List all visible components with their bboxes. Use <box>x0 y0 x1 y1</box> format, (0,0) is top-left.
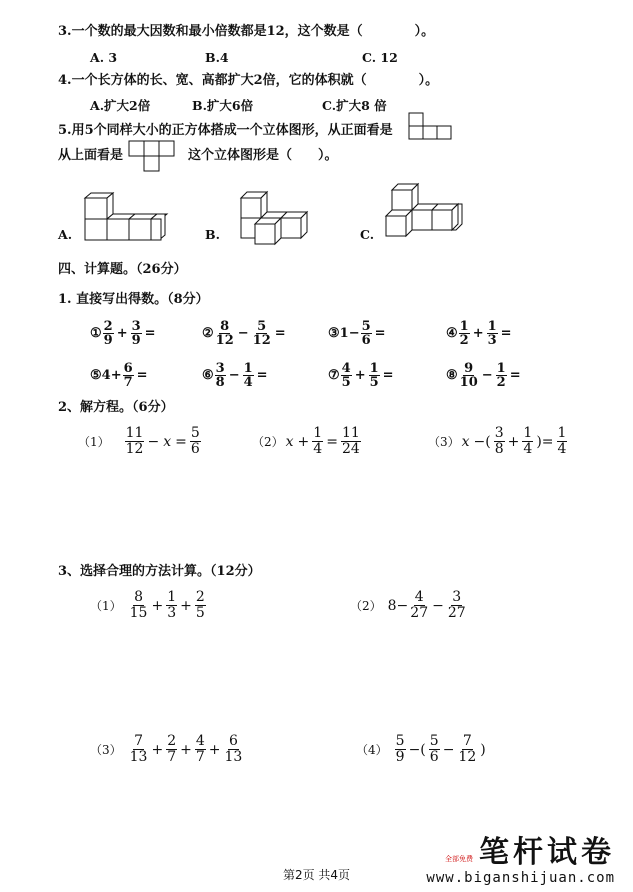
q3-option-a: A. 3 <box>90 50 118 65</box>
denominator: 6 <box>429 749 439 765</box>
denominator: 8 <box>494 441 504 457</box>
item-label: （3） <box>90 743 122 757</box>
operator: − <box>442 741 455 758</box>
denominator: 9 <box>103 333 113 348</box>
operator: + <box>116 326 128 341</box>
item-label: （2） <box>252 435 284 449</box>
equals: = <box>175 433 187 450</box>
calc-item-4 <box>446 320 514 347</box>
numerator: 8 <box>220 319 230 334</box>
denominator: 5 <box>341 375 351 390</box>
denominator: 6 <box>361 333 371 348</box>
numerator: 2 <box>103 319 113 334</box>
equation-1 <box>78 426 202 457</box>
operator: + <box>151 741 164 758</box>
denominator: 7 <box>123 375 133 390</box>
numerator: 4 <box>414 589 424 605</box>
equals: = <box>500 326 512 341</box>
numerator: 3 <box>452 589 462 605</box>
fraction <box>166 590 177 621</box>
q5-option-b-figure <box>238 190 318 250</box>
numerator: 4 <box>341 361 351 376</box>
item-label: ⑥ <box>202 368 214 383</box>
question-5: 5.用5个同样大小的正方体搭成一个立体图形，从正面看是 <box>58 123 393 138</box>
variable-x: x <box>461 433 470 450</box>
operator: + <box>297 433 310 450</box>
denominator: 15 <box>129 605 148 621</box>
watermark-badge: 全部免费 <box>445 855 473 863</box>
fraction <box>487 320 498 347</box>
denominator: 4 <box>243 375 253 390</box>
denominator: 7 <box>167 749 177 765</box>
fraction <box>103 320 114 347</box>
denominator: 2 <box>496 375 506 390</box>
calc3-expression-1 <box>90 590 207 621</box>
fraction <box>224 734 244 765</box>
numerator: 9 <box>464 361 474 376</box>
operator: −( <box>473 433 491 450</box>
operator: + <box>180 741 192 758</box>
section-4-title: 四、计算题。（26分） <box>58 262 187 277</box>
numerator: 7 <box>134 733 144 749</box>
denominator: 10 <box>459 375 478 390</box>
operator: + <box>180 597 192 614</box>
numerator: 1 <box>496 361 506 376</box>
part-1-title: 1. 直接写出得数。（8分） <box>58 292 209 307</box>
page-footer: 第2页 共4页 <box>282 868 351 882</box>
fraction <box>252 320 272 347</box>
fraction <box>129 734 149 765</box>
q5-option-a: A. <box>58 227 73 242</box>
denominator: 13 <box>224 749 243 765</box>
numerator: 7 <box>462 733 472 749</box>
numerator: 11 <box>341 425 360 441</box>
question-3: 3.一个数的最大因数和最小倍数都是12，这个数是（ ）。 <box>58 24 435 39</box>
calc-item-8 <box>446 362 523 389</box>
denominator: 12 <box>215 333 234 348</box>
fraction <box>496 362 507 389</box>
denominator: 4 <box>313 441 323 457</box>
q5-option-a-figure <box>75 192 170 244</box>
equals: = <box>136 368 148 383</box>
numerator: 1 <box>487 319 497 334</box>
numerator: 8 <box>134 589 144 605</box>
fraction <box>494 426 505 457</box>
fraction <box>369 362 380 389</box>
fraction <box>361 320 372 347</box>
item-label: （2） <box>350 599 382 613</box>
q5-option-c-figure <box>382 182 472 248</box>
numerator: 2 <box>195 589 205 605</box>
denominator: 24 <box>341 441 360 457</box>
prefix: 1− <box>339 326 360 341</box>
numerator: 3 <box>494 425 504 441</box>
operator: − <box>432 597 444 614</box>
denominator: 4 <box>523 441 533 457</box>
fraction <box>459 320 470 347</box>
fraction <box>341 362 352 389</box>
calc-item-6 <box>202 362 270 389</box>
denominator: 8 <box>215 375 225 390</box>
fraction <box>459 362 479 389</box>
equals: = <box>382 368 394 383</box>
fraction <box>215 320 235 347</box>
denominator: 12 <box>458 749 477 765</box>
calc3-expression-4 <box>356 734 488 765</box>
q5-option-c: C. <box>360 227 375 242</box>
item-label: ④ <box>446 326 458 341</box>
fraction <box>522 426 533 457</box>
watermark <box>426 836 615 886</box>
watermark-title: 笔杆试卷 <box>479 835 615 870</box>
fraction <box>215 362 226 389</box>
q3-option-b: B.4 <box>205 50 229 65</box>
fraction <box>409 590 429 621</box>
fraction <box>341 426 361 457</box>
denominator: 6 <box>190 441 200 457</box>
numerator: 1 <box>167 589 177 605</box>
numerator: 6 <box>228 733 238 749</box>
equals: = <box>509 368 521 383</box>
q4-option-c: C.扩大8 倍 <box>322 98 387 113</box>
numerator: 5 <box>190 425 200 441</box>
equation-3 <box>428 426 568 457</box>
numerator: 1 <box>459 319 469 334</box>
q3-option-c: C. 12 <box>362 50 398 65</box>
fraction <box>195 590 206 621</box>
part-2-title: 2、解方程。（6分） <box>58 400 174 415</box>
prefix: 4+ <box>101 368 122 383</box>
fraction <box>125 426 145 457</box>
numerator: 11 <box>125 425 144 441</box>
operator: + <box>354 368 366 383</box>
watermark-url: www.biganshijuan.com <box>426 870 615 886</box>
calc-item-7 <box>328 362 396 389</box>
front-view-figure <box>408 112 454 140</box>
numerator: 6 <box>123 361 133 376</box>
operator: −( <box>408 741 426 758</box>
numerator: 4 <box>195 733 205 749</box>
fraction <box>123 362 134 389</box>
operator: ) <box>480 741 486 758</box>
operator: )= <box>536 433 554 450</box>
item-label: ⑧ <box>446 368 458 383</box>
item-label: （4） <box>356 743 388 757</box>
denominator: 5 <box>369 375 379 390</box>
operator: − <box>481 368 493 383</box>
equals: = <box>274 326 286 341</box>
question-4: 4.一个长方体的长、宽、高都扩大2倍，它的体积就（ ）。 <box>58 73 439 88</box>
item-label: ③ <box>328 326 340 341</box>
operator: + <box>151 597 164 614</box>
calc-item-1 <box>90 320 158 347</box>
variable-x: x <box>163 433 172 450</box>
item-label: ⑦ <box>328 368 340 383</box>
item-label: （3） <box>428 435 460 449</box>
operator: + <box>472 326 484 341</box>
equals: = <box>326 433 338 450</box>
numerator: 2 <box>167 733 177 749</box>
equation-2 <box>252 426 362 457</box>
denominator: 27 <box>447 605 466 621</box>
item-label: （1） <box>78 435 110 449</box>
part-3-title: 3、选择合理的方法计算。（12分） <box>58 564 261 579</box>
item-label: ⑤ <box>90 368 102 383</box>
calc-item-2 <box>202 320 288 347</box>
denominator: 5 <box>195 605 205 621</box>
denominator: 12 <box>125 441 144 457</box>
fraction <box>131 320 142 347</box>
item-label: ① <box>90 326 102 341</box>
fraction <box>457 734 477 765</box>
numerator: 1 <box>313 425 323 441</box>
top-view-figure <box>128 140 178 184</box>
fraction <box>429 734 440 765</box>
fraction <box>195 734 206 765</box>
denominator: 7 <box>195 749 205 765</box>
denominator: 27 <box>410 605 429 621</box>
numerator: 5 <box>429 733 439 749</box>
calc3-expression-2 <box>350 590 468 621</box>
operator: − <box>237 326 249 341</box>
calc3-expression-3 <box>90 734 244 765</box>
numerator: 5 <box>361 319 371 334</box>
numerator: 3 <box>215 361 225 376</box>
denominator: 4 <box>557 441 567 457</box>
numerator: 1 <box>523 425 533 441</box>
operator: − <box>147 433 160 450</box>
operator: + <box>208 741 221 758</box>
denominator: 3 <box>487 333 497 348</box>
equals: = <box>256 368 268 383</box>
numerator: 1 <box>557 425 567 441</box>
fraction <box>129 590 149 621</box>
prefix: 8− <box>387 597 409 614</box>
equals: = <box>144 326 156 341</box>
calc-item-5 <box>90 362 150 389</box>
denominator: 2 <box>459 333 469 348</box>
fraction <box>395 734 406 765</box>
item-label: （1） <box>90 599 122 613</box>
fraction <box>166 734 177 765</box>
fraction <box>243 362 254 389</box>
numerator: 1 <box>369 361 379 376</box>
q5-option-b: B. <box>205 227 220 242</box>
fraction <box>557 426 568 457</box>
question-5-line2: 从上面看是 <box>58 148 124 163</box>
q4-option-a: A.扩大2倍 <box>90 98 151 113</box>
denominator: 3 <box>167 605 177 621</box>
fraction <box>312 426 323 457</box>
fraction <box>190 426 201 457</box>
equals: = <box>374 326 386 341</box>
operator: + <box>507 433 520 450</box>
operator: − <box>228 368 240 383</box>
denominator: 12 <box>252 333 271 348</box>
fraction <box>447 590 467 621</box>
denominator: 9 <box>395 749 405 765</box>
question-5-line2-end: 这个立体图形是（ ）。 <box>188 148 338 163</box>
numerator: 5 <box>395 733 405 749</box>
variable-x: x <box>285 433 294 450</box>
numerator: 1 <box>243 361 253 376</box>
q4-option-b: B.扩大6倍 <box>192 98 254 113</box>
denominator: 13 <box>129 749 148 765</box>
numerator: 3 <box>131 319 141 334</box>
denominator: 9 <box>131 333 141 348</box>
calc-item-3 <box>328 320 388 347</box>
item-label: ② <box>202 326 214 341</box>
numerator: 5 <box>257 319 267 334</box>
